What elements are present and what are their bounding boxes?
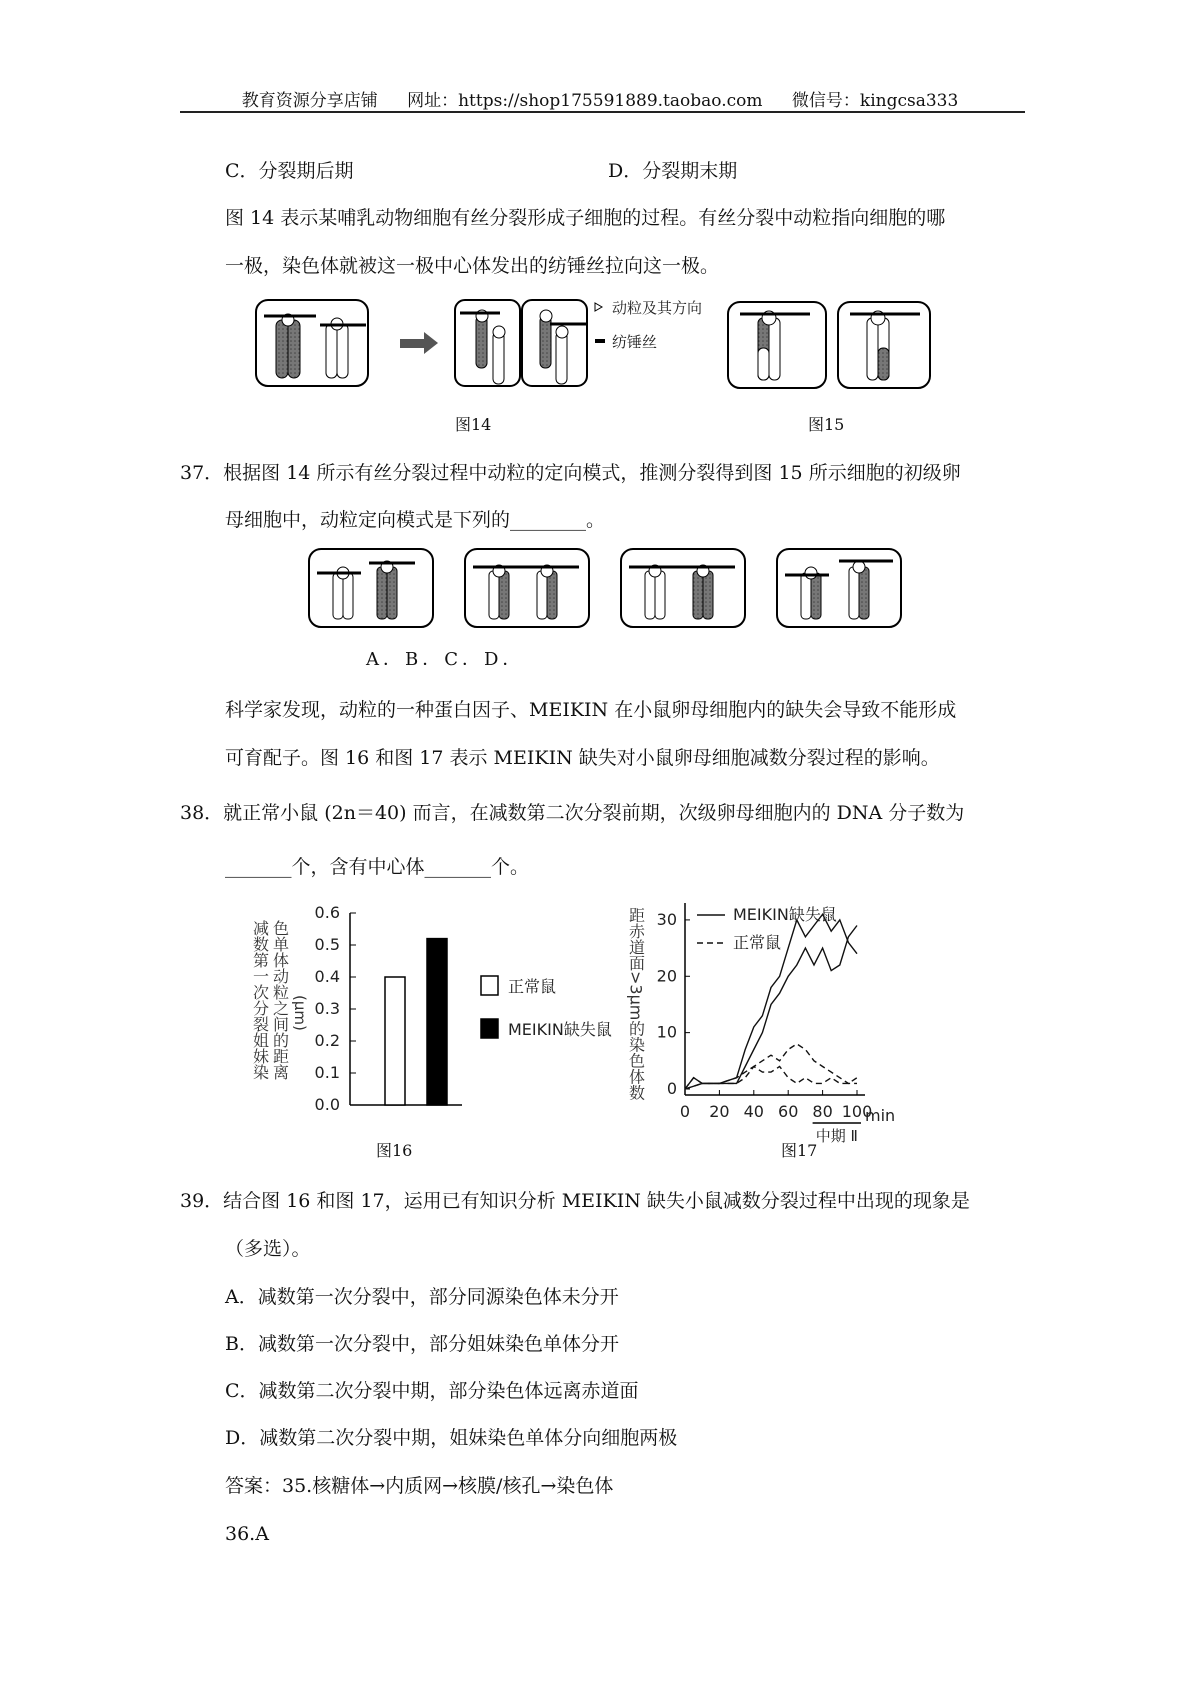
fig16-caption: 图16: [376, 1141, 413, 1160]
figure-16-chart: [240, 895, 630, 1135]
fig17-y-tick-label: 20: [656, 966, 677, 986]
q37-option-labels: A．B．C．D．: [366, 649, 525, 670]
fig14-cell-1: [256, 300, 368, 386]
q39-option-b: B．减数第一次分裂中，部分姐妹染色单体分开: [225, 1333, 619, 1355]
page-header: [0, 86, 1200, 111]
fig16-bar: [427, 939, 447, 1105]
fig16-y-tick-label: 0.4: [314, 967, 340, 986]
fig16-y-tick-label: 0.2: [314, 1031, 340, 1050]
fig16-y-tick-label: 0.1: [314, 1063, 340, 1082]
fig17-ylabel: 距赤道面>3μm的染色体数: [626, 907, 646, 1101]
fig16-y-tick-label: 0.6: [314, 903, 340, 922]
fig17-series-line: [685, 1044, 857, 1089]
fig16-bars: [385, 939, 447, 1105]
shop-name: 教育资源分享店铺: [241, 91, 378, 111]
fig17-caption: 图17: [781, 1141, 818, 1160]
fig17-y-tick-label: 10: [656, 1022, 677, 1042]
wechat-id: 微信号：kingcsa333: [791, 91, 959, 111]
fig17-x-tick-label: 80: [812, 1102, 833, 1121]
fig17-legend-label: 正常鼠: [733, 933, 782, 952]
q39-line-1: 39．结合图 16 和图 17，运用已有知识分析 MEIKIN 缺失小鼠减数分裂过程中出现的现象是: [180, 1190, 970, 1212]
q39-option-d: D．减数第二次分裂中期，姐妹染色单体分向细胞两极: [225, 1427, 678, 1449]
fig17-x-tick-label: 0: [679, 1102, 691, 1121]
intro-line-2: 一极，染色体就被这一极中心体发出的纺锤丝拉向这一极。: [225, 255, 720, 277]
fig17-legend-label: MEIKIN缺失鼠: [733, 905, 837, 924]
q37-figure-d: [777, 549, 901, 627]
q39-option-c: C．减数第二次分裂中期，部分染色体远离赤道面: [225, 1380, 639, 1402]
answer-line-1: 答案：35.核糖体→内质网→核膜/核孔→染色体: [225, 1475, 614, 1497]
fig17-x-tick-label: 60: [778, 1102, 799, 1121]
q38-line-2: _______个，含有中心体_______个。: [225, 856, 530, 878]
fig14-legend: [595, 299, 702, 351]
fig16-ylabel-2: 色单体动粒之间的距离: [270, 920, 290, 1080]
fig17-x-tick-label: 20: [709, 1102, 730, 1121]
fig17-x-tick-label: 100: [841, 1102, 873, 1121]
fig16-y-tick-label: 0.5: [314, 935, 340, 954]
q37-figure-b: [465, 549, 589, 627]
fig16-bar: [385, 977, 405, 1105]
fig16-legend-label: MEIKIN缺失鼠: [508, 1020, 612, 1039]
figure-14-15: [250, 292, 970, 432]
figure-17-chart: [625, 895, 970, 1145]
fig17-x-unit: min: [865, 1106, 896, 1125]
header-rule: [180, 111, 1025, 113]
fig16-legend-label: 正常鼠: [508, 977, 557, 996]
intro-line-1: 图 14 表示某哺乳动物细胞有丝分裂形成子细胞的过程。有丝分裂中动粒指向细胞的哪: [225, 207, 946, 229]
q37-line-2: 母细胞中，动粒定向模式是下列的________。: [225, 509, 606, 531]
q37-figure-c: [621, 549, 745, 627]
q37-figure-a: [309, 549, 433, 627]
fig16-legend-swatch: [481, 1019, 498, 1038]
fig14-arrow: [400, 332, 438, 354]
fig16-ylabel-1: 减数第一次分裂姐妹染: [250, 920, 270, 1080]
fig16-y-tick-label: 0.3: [314, 999, 340, 1018]
fig14-caption: 图14: [455, 415, 492, 434]
fig16-ylabel-unit: (μm): [291, 995, 309, 1031]
fig15-caption: 图15: [808, 415, 845, 434]
legend-kinetochore: 动粒及其方向: [612, 299, 703, 317]
q38-line-1: 38．就正常小鼠 (2n＝40) 而言，在减数第二次分裂前期，次级卵母细胞内的 DNA 分子数为: [180, 802, 965, 824]
q37-option-figures: [305, 545, 930, 633]
shop-url: 网址：https://shop175591889.taobao.com: [407, 91, 763, 111]
fig17-legend: [697, 905, 837, 952]
q39-option-a: A．减数第一次分裂中，部分同源染色体未分开: [225, 1286, 619, 1308]
fig16-legend: [481, 976, 612, 1039]
q39-line-2: （多选）。: [225, 1238, 311, 1260]
q36-option-c: C．分裂期后期: [225, 160, 354, 182]
fig15-cell-2: [838, 302, 930, 388]
q36-option-d: D．分裂期末期: [608, 160, 738, 182]
fig17-phase-label: 中期 Ⅱ: [815, 1127, 858, 1145]
fig15-cell-1: [728, 302, 826, 388]
para-line-1: 科学家发现，动粒的一种蛋白因子、MEIKIN 在小鼠卵母细胞内的缺失会导致不能形成: [225, 699, 957, 721]
fig16-y-tick-label: 0.0: [314, 1095, 340, 1114]
fig17-y-tick-label: 0: [666, 1079, 677, 1098]
fig17-x-tick-label: 40: [743, 1102, 764, 1121]
answer-line-2: 36.A: [225, 1523, 269, 1545]
para-line-2: 可育配子。图 16 和图 17 表示 MEIKIN 缺失对小鼠卵母细胞减数分裂过程的影响。: [225, 747, 940, 769]
fig14-cell-2: [455, 300, 587, 386]
fig17-y-tick-label: 30: [656, 909, 677, 929]
fig16-legend-swatch: [481, 976, 498, 995]
fig17-series-line: [685, 1067, 857, 1090]
q37-line-1: 37．根据图 14 所示有丝分裂过程中动粒的定向模式，推测分裂得到图 15 所示细胞的初级卵: [180, 462, 961, 484]
legend-spindle: 纺锤丝: [612, 333, 658, 351]
